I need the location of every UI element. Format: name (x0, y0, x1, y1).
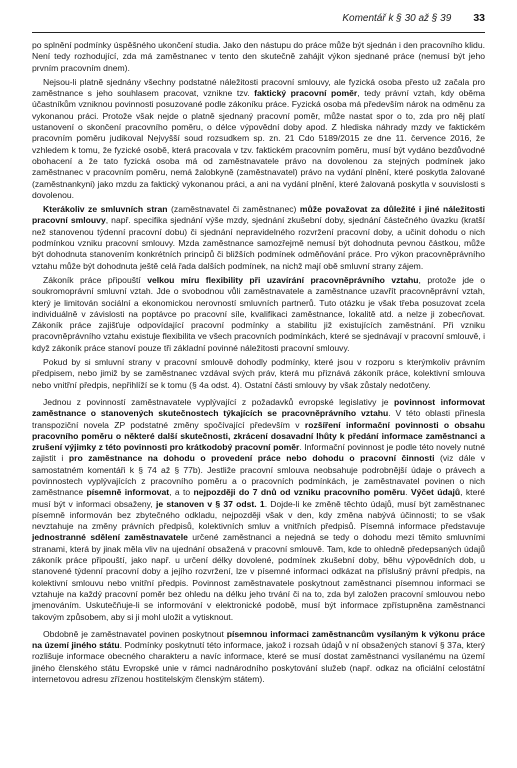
bold-text-run: písemně informovat (86, 487, 170, 498)
text-run: po splnění podmínky úspěšného ukončení studia. Jako den nástupu do práce může být sjednán i den pracovního klidu. Není tedy rozhodující, zda má zaměstnanec v tento den skutečně zahájit výkon sjednané práce (nemusí být jeho prvním pracovním dnem). (32, 40, 485, 73)
bold-text-run: může považovat za důležité i jiné náležitosti pracovní smlouvy (32, 204, 485, 226)
bold-text-run: je stanoven v § 37 odst. 1 (155, 498, 265, 509)
text-run: , protože jde o soukromoprávní smluvní vztah. Jde o svobodnou vůli zaměstnavatele a zaměstnance uzavřít pracovněprávní vztah, který je limitován sociální a ekonomickou nerovností smluvních partnerů. Tuto otázku je však třeba posuzovat zcela individuálně v závislosti na poptávce po pracovní síle, kvalifikaci zaměstnance, lokalitě atd. a nelze ji zobecňovat. Zákoník práce zajišťuje odpovídající pracovní podmínky a stabilitu již existujících zaměstnání. Při vzniku pracovněprávního vztahu existuje flexibilita ve všech pracovních podmínkách, které se sjednávají v pracovní smlouvě, i když zákoník práce stanoví pouze tři základní povinné náležitosti pracovní smlouvy. (32, 274, 485, 353)
text-run: (zaměstnavatel či zaměstnanec) (167, 204, 300, 215)
text-run: . (405, 487, 411, 498)
bold-text-run: Kterákoliv ze smluvních stran (43, 204, 168, 215)
text-run: , např. specifika sjednání výše mzdy, sjednání zkušební doby, sjednání částečného úvazku (kratší než stanovenou týdenní pracovní dobu) či sjednání nepravidelného rozvržení pracovní doby, a učinit dohodu o nich podmínkou vzniku pracovní smlouvy. Mzda zaměstnance samozřejmě nemusí být dohodnuta pevnou částkou, může být dohodnuta stanovením konkrétních principů či bližších podmínek odměňování práce. Pro výkon pracovněprávního vztahu může být dohodnuta ještě celá řada dalších podmínek, na nichž mají obě smluvní strany zájem. (32, 215, 485, 271)
text-run: . Podmínky poskytnutí této informace, jakož i rozsah údajů v ní obsažených stanoví § 37a, který rozlišuje informace obecného charakteru a navíc informace, které se musí dostat zaměstnanci vysílanému na území jiného členského státu Evropské unie v rámci nadnárodního poskytování služeb (např. odkaz na oficiální celostátní internetovou adresu zřízenou hostitelským členským státem). (32, 640, 485, 685)
body-paragraph (32, 40, 485, 74)
text-run: Obdobně je zaměstnavatel povinen poskytnout (43, 628, 227, 639)
text-run: . Dojde-li ke změně těchto údajů, musí být zaměstnanec písemně informován bez zbytečného odkladu, nejpozději však v den, kdy změna nabývá účinnosti; to se však nevztahuje na změny právních předpisů, kolektivních smluv a vnitřních předpisů. Písemná informace představuje (32, 498, 485, 532)
text-run: . V této oblasti přinesla transpoziční novela ZP podstatné změny spočívající především v (32, 408, 485, 430)
page-body (32, 40, 485, 688)
bold-text-run: faktický pracovní poměr (254, 88, 358, 99)
running-title: Komentář k § 30 až § 39 (342, 13, 452, 24)
bold-text-run: povinnost informovat zaměstnance o stanovených skutečnostech týkajících se pracovněprávního vztahu (32, 396, 485, 419)
bold-text-run: pro zaměstnance na dohodu o provedení práce nebo dohodu o pracovní činnosti (68, 453, 435, 464)
text-run: Jednou z povinností zaměstnavatele vyplývající z požadavků evropské legislativy je (43, 396, 395, 407)
body-paragraph (32, 275, 485, 354)
bold-text-run: velkou míru flexibility při uzavírání pracovněprávního vztahu (147, 274, 419, 285)
body-paragraph (32, 397, 485, 623)
page-number: 33 (473, 12, 485, 24)
text-run: Zákoník práce připouští (43, 274, 148, 285)
text-run: Nejsou-li platně sjednány všechny podstatné náležitosti pracovní smlouvy, ale fyzická osoba přesto už začala pro zaměstnance s jeho souhlasem pracovat, vznikne tzv. (32, 76, 485, 99)
body-paragraph (32, 77, 485, 201)
body-paragraph (32, 629, 485, 685)
bold-text-run: Výčet údajů (410, 487, 461, 498)
page-header (32, 10, 485, 33)
text-run: (viz dále v samostatném komentáři k § 74 až § 77b). Jestliže pracovní smlouva neobsahuje podrobnější údaje o právech a povinnostech vyplývajících z pracovního poměru a o pracovních podmínkách, je zaměstnavatel povinen o nich zaměstnance (32, 453, 486, 498)
text-run: , tedy právní vztah, kdy oběma účastníkům vzniknou povinnosti posuzované podle zákoníku práce. Fyzická osoba má především nárok na odměnu za vykonanou práci. Protože však nejde o platně sjednaný pracovní poměr, může nastat spor o to, zda pro něj platí ustanovení o skončení pracovního poměru, o délce výpovědní doby apod. Z hlediska náhrady mzdy ve faktickém pracovním poměru judikoval Nejvyšší soud rozsudkem sp. zn. 21 Cdo 5189/2015 ze dne 11. července 2016, že vzhledem k tomu, že fyzické osobě, která pracovala v tzv. faktickém pracovním poměru, musí být vydáno bezdůvodné obohacení a že tato fyzická osoba má od zaměstnavatele právo na dovolenou za stejných podmínek jako zaměstnanec v pracovním poměru, nemá žalobkyně (zaměstnavatel) právo na vydání plnění, které poskytla žalované (zaměstnankyni) jako mzdu za faktický vykonanou práci, a ani na vydání plnění, které žalovaná poskytla v souvislosti s dovolenou. (32, 88, 486, 200)
text-run: , které musí být v informaci obsaženy, (32, 487, 485, 509)
text-run: , a to (169, 487, 194, 498)
bold-text-run: jednostranné sdělení zaměstnavatele (32, 532, 188, 543)
bold-text-run: nejpozději do 7 dnů od vzniku pracovního poměru (193, 487, 406, 498)
bold-text-run: rozšíření informační povinnosti o obsahu pracovního poměru o některé další skutečnosti, zkrácení dosavadní lhůty k předání informace zaměstnanci a zrušení výjimky z této povinnosti pro krátkodobý pracovní poměr (32, 419, 485, 453)
body-paragraph (32, 357, 485, 391)
text-run: . Informační povinnost je podle této novely nutné zajistit i (32, 442, 485, 464)
text-run: Pokud by si smluvní strany v pracovní smlouvě dohodly podmínky, které jsou v rozporu s kterýmkoliv právním předpisem, nebo jimiž by se zaměstnanec vzdával svých práv, která mu přiznává zákoník práce, kolektivní smlouva nebo vnitřní předpis, nepřihlíží se k tomu (§ 4a odst. 4). Ostatní části smlouvy by však zůstaly nedotčeny. (32, 357, 485, 390)
body-paragraph (32, 204, 485, 272)
bold-text-run: písemnou informaci zaměstnancům vysílaným k výkonu práce na území jiného státu (32, 628, 485, 651)
text-run: určené zaměstnanci a nejedná se tedy o dohodu mezi těmito smluvními stranami, která by jinak měla vliv na ujednání obsažená v pracovní smlouvě. Tam, kde to ohledně předepsaných údajů zákoník práce připouští, jako např. u určení délky dovolené, podmínek zkušební doby, běhu výpovědních dob, u stanovené týdenní pracovní doby a jejího rozvržení, lze v písemné informaci odkázat na příslušný právní předpis, na kolektivní smlouvu nebo vnitřní předpis. Povinnost zaměstnavatele poskytnout zaměstnanci písemnou informaci se vztahuje na každý pracovní poměr bez ohledu na délku jeho trvání či na to, zda byl založen pracovní smlouvou nebo jmenováním. Uskutečňuje-li se informování v elektronické podobě, musí být informace zpřístupněna zaměstnanci takovým způsobem, aby si ji mohl uložit a vytisknout. (32, 532, 485, 622)
